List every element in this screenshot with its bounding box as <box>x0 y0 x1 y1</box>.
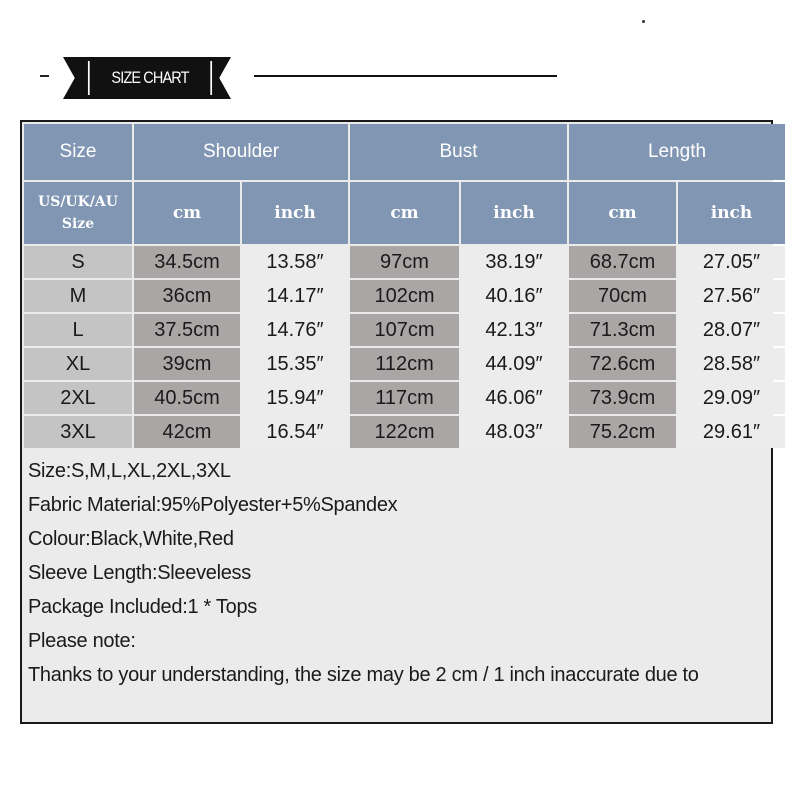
header-length-cm: cm <box>569 182 676 244</box>
header-length-inch: inch <box>678 182 785 244</box>
cell-shoulder-inch: 14.76″ <box>242 314 348 346</box>
cell-bust-cm: 97cm <box>350 246 459 278</box>
cell-shoulder-cm: 34.5cm <box>134 246 240 278</box>
cell-length-cm: 70cm <box>569 280 676 312</box>
cell-shoulder-cm: 36cm <box>134 280 240 312</box>
note-please: Please note: <box>28 630 136 652</box>
cell-length-inch: 27.05″ <box>678 246 785 278</box>
cell-bust-cm: 102cm <box>350 280 459 312</box>
decorative-dot <box>642 20 645 23</box>
size-chart-frame <box>20 120 773 724</box>
size-word-label: Size <box>61 216 95 232</box>
note-accuracy: Thanks to your understanding, the size may be 2 cm / 1 inch inaccurate due to <box>28 664 699 686</box>
cell-shoulder-inch: 13.58″ <box>242 246 348 278</box>
cell-bust-inch: 40.16″ <box>461 280 567 312</box>
cell-shoulder-inch: 15.94″ <box>242 382 348 414</box>
header-shoulder: Shoulder <box>134 124 348 180</box>
cell-size: L <box>24 314 132 346</box>
cell-bust-cm: 112cm <box>350 348 459 380</box>
cell-length-cm: 71.3cm <box>569 314 676 346</box>
cell-shoulder-cm: 42cm <box>134 416 240 448</box>
cell-length-inch: 29.09″ <box>678 382 785 414</box>
product-notes <box>28 454 768 692</box>
header-shoulder-inch: inch <box>242 182 348 244</box>
cell-bust-inch: 42.13″ <box>461 314 567 346</box>
header-bust-cm: cm <box>350 182 459 244</box>
cell-shoulder-inch: 15.35″ <box>242 348 348 380</box>
header-bust: Bust <box>350 124 567 180</box>
note-colour: Colour:Black,White,Red <box>28 528 234 550</box>
header-length: Length <box>569 124 785 180</box>
note-package: Package Included:1 * Tops <box>28 596 257 618</box>
cell-bust-inch: 48.03″ <box>461 416 567 448</box>
cell-bust-inch: 44.09″ <box>461 348 567 380</box>
header-shoulder-cm: cm <box>134 182 240 244</box>
cell-bust-cm: 117cm <box>350 382 459 414</box>
size-table <box>24 124 773 448</box>
cell-shoulder-cm: 39cm <box>134 348 240 380</box>
cell-size: 3XL <box>24 416 132 448</box>
cell-size: 2XL <box>24 382 132 414</box>
cell-size: M <box>24 280 132 312</box>
header-size: Size <box>24 124 132 180</box>
cell-length-cm: 75.2cm <box>569 416 676 448</box>
note-size: Size:S,M,L,XL,2XL,3XL <box>28 460 231 482</box>
header-size-region <box>24 182 132 244</box>
size-region-label: US/UK/AU <box>38 194 118 210</box>
cell-size: XL <box>24 348 132 380</box>
cell-size: S <box>24 246 132 278</box>
header-bust-inch: inch <box>461 182 567 244</box>
note-fabric: Fabric Material:95%Polyester+5%Spandex <box>28 494 398 516</box>
cell-length-inch: 29.61″ <box>678 416 785 448</box>
size-chart-title: SIZE CHART <box>88 61 212 95</box>
cell-length-inch: 28.07″ <box>678 314 785 346</box>
cell-bust-inch: 46.06″ <box>461 382 567 414</box>
cell-length-cm: 73.9cm <box>569 382 676 414</box>
cell-length-inch: 27.56″ <box>678 280 785 312</box>
cell-shoulder-cm: 37.5cm <box>134 314 240 346</box>
cell-length-inch: 28.58″ <box>678 348 785 380</box>
cell-bust-cm: 107cm <box>350 314 459 346</box>
cell-bust-inch: 38.19″ <box>461 246 567 278</box>
cell-length-cm: 72.6cm <box>569 348 676 380</box>
cell-length-cm: 68.7cm <box>569 246 676 278</box>
header-dash <box>40 75 49 77</box>
header-rule <box>254 75 557 77</box>
cell-shoulder-cm: 40.5cm <box>134 382 240 414</box>
cell-shoulder-inch: 16.54″ <box>242 416 348 448</box>
cell-bust-cm: 122cm <box>350 416 459 448</box>
note-sleeve: Sleeve Length:Sleeveless <box>28 562 251 584</box>
cell-shoulder-inch: 14.17″ <box>242 280 348 312</box>
